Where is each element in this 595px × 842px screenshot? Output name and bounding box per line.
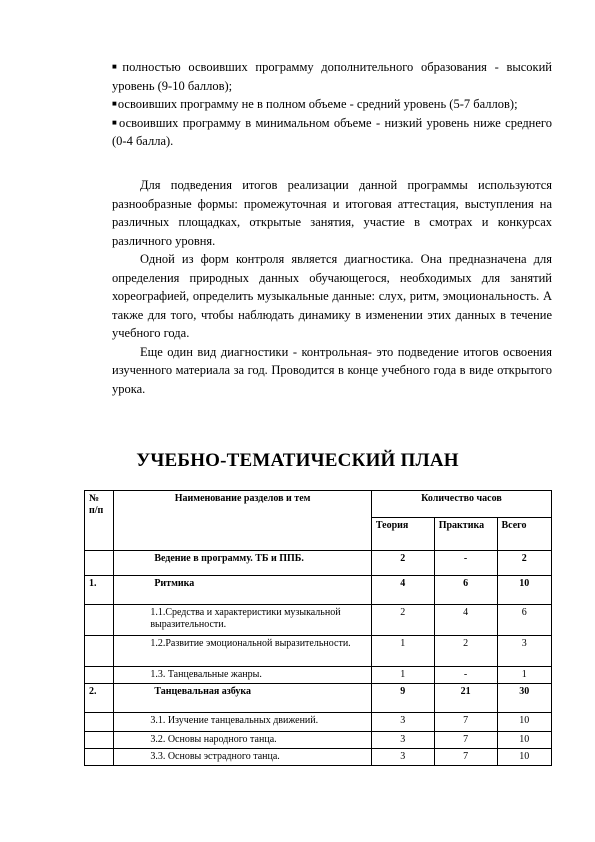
paragraph: Еще один вид диагностики - контрольная- это подведение итогов освоения изученного материала за год. Проводится в конце учебного года в виде открытого урока. [112,344,552,396]
bullet-marker-icon: ■ [112,117,119,127]
header-num: № п/п [85,491,114,551]
list-item: ■освоивших программу не в полном объеме - средний уровень (5-7 баллов); [112,97,518,111]
list-item: ■освоивших программу в минимальном объеме - низкий уровень ниже среднего (0-4 балла). [112,115,552,148]
row-total: 10 [497,732,552,749]
row-theory: 9 [371,684,434,713]
row-num [85,605,114,636]
table-row [85,576,552,605]
row-num [85,732,114,749]
row-practice: - [434,667,497,684]
row-total: 3 [497,636,552,667]
row-practice: - [434,551,497,576]
row-num [85,636,114,667]
list-item: ■полностью освоивших программу дополнительного образования - высокий уровень (9-10 баллов); [112,60,552,93]
row-name: Танцевальная азбука [114,684,372,713]
row-total: 10 [497,713,552,732]
section-heading: УЧЕБНО-ТЕМАТИЧЕСКИЙ ПЛАН [136,450,459,471]
table-row [85,636,552,667]
row-practice: 2 [434,636,497,667]
row-total: 10 [497,749,552,766]
table-row [85,713,552,732]
paragraph: Одной из форм контроля является диагностика. Она предназначена для определения природных данных обучающегося, необходимых для занятий хореографией, определить музыкальные данные: слух, ритм, эмоциональность. А также для того, чтобы наблюдать динамику в изменении этих данных в течение учебного года. [112,252,552,340]
row-num [85,667,114,684]
header-hours: Количество часов [371,491,551,518]
row-practice: 21 [434,684,497,713]
row-practice: 7 [434,713,497,732]
bullet-list [112,58,552,151]
row-theory: 1 [371,636,434,667]
row-practice: 7 [434,749,497,766]
row-name: Ведение в программу. ТБ и ППБ. [114,551,372,576]
row-theory: 2 [371,605,434,636]
row-practice: 4 [434,605,497,636]
row-num: 2. [85,684,114,713]
row-total: 6 [497,605,552,636]
row-name: 3.3. Основы эстрадного танца. [114,749,372,766]
table-row [85,605,552,636]
row-num [85,749,114,766]
table-row [85,749,552,766]
header-practice: Практика [434,518,497,551]
row-theory: 3 [371,732,434,749]
bullet-marker-icon: ■ [112,62,122,71]
header-name: Наименование разделов и тем [114,491,372,551]
row-total: 2 [497,551,552,576]
row-theory: 2 [371,551,434,576]
row-theory: 3 [371,749,434,766]
row-theory: 4 [371,576,434,605]
row-practice: 7 [434,732,497,749]
row-practice: 6 [434,576,497,605]
curriculum-table [84,490,552,766]
table-row [85,732,552,749]
row-num: 1. [85,576,114,605]
paragraph: Для подведения итогов реализации данной программы используются разнообразные формы: промежуточная и итоговая аттестация, выступления на различных площадках, открытые занятия, участие в смотрах и конкурсах различного уровня. [112,178,552,248]
table-row [85,684,552,713]
row-name: 1.2.Развитие эмоциональной выразительности. [114,636,372,667]
header-theory: Теория [371,518,434,551]
row-name: Ритмика [114,576,372,605]
row-theory: 3 [371,713,434,732]
row-name: 1.3. Танцевальные жанры. [114,667,372,684]
row-name: 3.1. Изучение танцевальных движений. [114,713,372,732]
row-name: 3.2. Основы народного танца. [114,732,372,749]
header-total: Всего [497,518,552,551]
row-total: 30 [497,684,552,713]
body-text [112,176,552,398]
row-num [85,551,114,576]
row-total: 1 [497,667,552,684]
row-total: 10 [497,576,552,605]
row-num [85,713,114,732]
table-header-row [85,491,552,518]
row-theory: 1 [371,667,434,684]
row-name: 1.1.Средства и характеристики музыкальной выразительности. [114,605,372,636]
table-row [85,551,552,576]
bullet-marker-icon: ■ [112,99,117,108]
table-row [85,667,552,684]
